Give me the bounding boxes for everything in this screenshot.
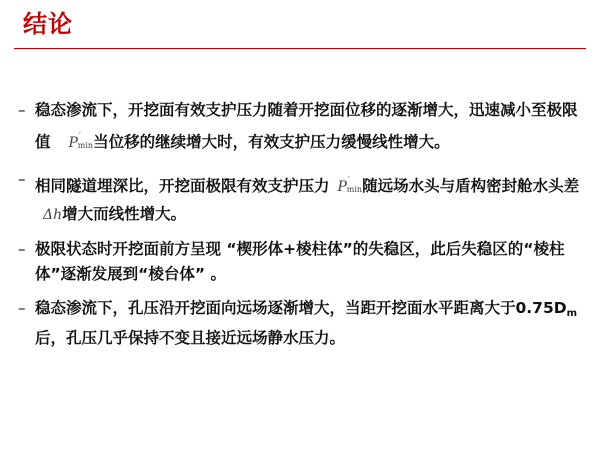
bullet-marker: –: [18, 170, 26, 188]
bullet-text: 极限状态时开挖面前方呈现 “楔形体+棱柱体”的失稳区，此后失稳区的“棱柱体”逐渐发展到“棱台体” 。: [35, 240, 565, 283]
bullet-text: 随远场水头与盾构密封舱水头差: [362, 177, 580, 195]
formula-p-min: [68, 131, 94, 151]
formula-delta-h: Δh: [43, 207, 63, 223]
slide-title: 结论: [23, 10, 73, 38]
bullet-text: 稳态渗流下，孔压沿开挖面向远场逐渐增大，当距开挖面水平距离大于0.75D: [35, 299, 567, 317]
conclusion-list: [18, 98, 584, 360]
formula-base: P: [68, 135, 78, 151]
list-item: [18, 237, 584, 287]
formula-subscript: min: [77, 141, 94, 150]
bullet-marker: –: [18, 101, 26, 119]
bullet-text: 相同隧道埋深比，开挖面极限有效支护压力: [35, 177, 330, 195]
bullet-text: 当位移的继续增大时，有效支护压力缓慢线性增大。: [93, 133, 450, 151]
title-divider: [14, 48, 586, 49]
formula-base: P: [337, 179, 347, 195]
subscript-m: m: [566, 308, 578, 319]
list-item: [18, 98, 584, 158]
bullet-text: 增大而线性增大。: [62, 205, 187, 223]
bullet-marker: –: [18, 299, 26, 317]
formula-prime: ′: [347, 175, 350, 184]
bullet-marker: –: [18, 240, 26, 258]
bullet-text: 后，孔压几乎保持不变且接近远场静水压力。: [35, 329, 346, 347]
formula-subscript: min: [346, 185, 363, 194]
list-item: [18, 296, 584, 351]
formula-prime: ′: [78, 131, 81, 140]
bullet-text: 稳态渗流下，开挖面有效支护压力随着开挖面位移的逐渐增大，迅速减小至极限值: [35, 101, 578, 151]
formula-p-min: [337, 175, 363, 195]
list-item: [18, 167, 584, 228]
